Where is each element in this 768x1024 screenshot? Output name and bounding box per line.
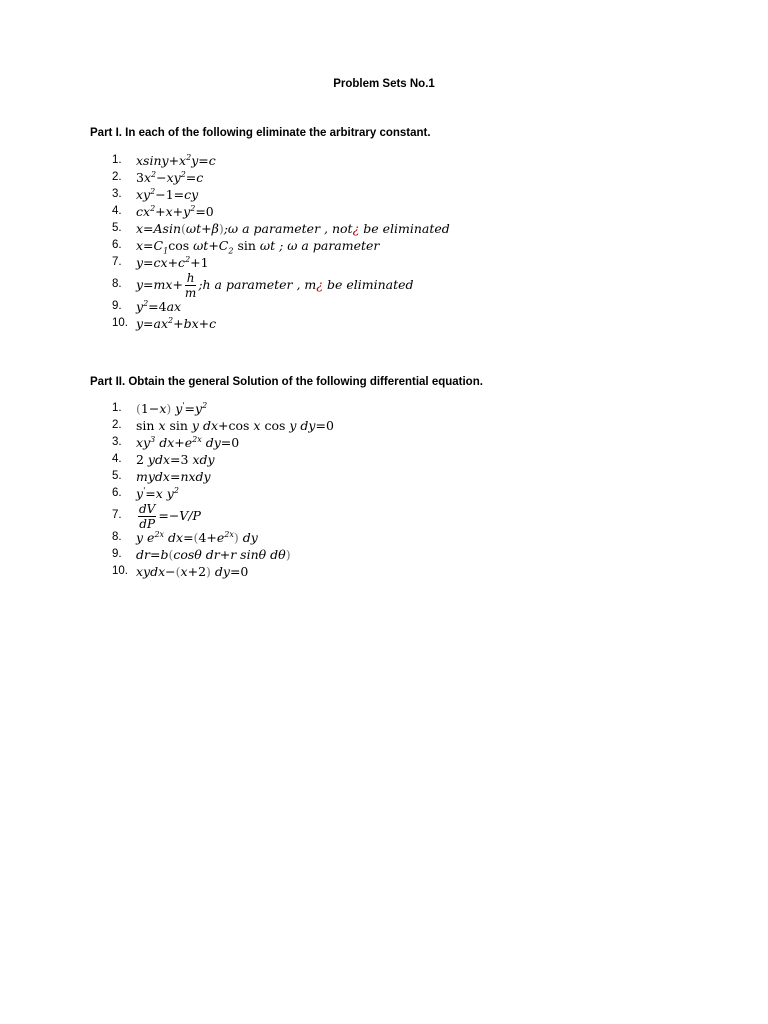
item-number: 5.: [112, 470, 122, 482]
equation: sin x sin y dx+cos x cos y dy=0: [136, 418, 334, 433]
item-number: 8.: [112, 531, 122, 543]
equation: 2 ydx=3 xdy: [136, 452, 215, 467]
item-number: 9.: [112, 300, 122, 312]
equation: $cx^2+x+y^2=0$: [136, 203, 214, 219]
equation: $xy^3$ $dx+e^{2x}$ dy=0: [136, 434, 240, 450]
equation: $xy^2-1=cy$: [136, 186, 199, 202]
item-number: 9.: [112, 548, 122, 560]
item-number: 1.: [112, 154, 122, 166]
page-title: Problem Sets No.1: [333, 78, 435, 90]
item-number: 7.: [112, 256, 122, 268]
equation: x=Asin(ωt+β);ω a parameter , not¿ be eliminated: [136, 221, 450, 236]
equation: $3x^2-xy^2=c$: [136, 169, 204, 185]
item-number: 10.: [112, 317, 128, 329]
item-number: 7.: [112, 509, 122, 521]
item-number: 6.: [112, 487, 122, 499]
item-number: 8.: [112, 278, 122, 290]
equation: $y=cx+c^2+1$: [136, 254, 209, 270]
item-number: 4.: [112, 453, 122, 465]
item-number: 3.: [112, 436, 122, 448]
equation: y'=x $y^2$: [136, 485, 179, 501]
equation: $y=ax^2+bx+c$: [136, 315, 217, 331]
equation: y=mx+ $\frac{h}{m}$ ;h a parameter , m¿ be eliminated: [136, 271, 414, 300]
equation: $y^2=4ax$: [136, 298, 182, 314]
equation: xydx−(x+2) dy=0: [136, 564, 249, 579]
item-number: 6.: [112, 239, 122, 251]
part2-heading: Part II. Obtain the general Solution of the following differential equation.: [90, 376, 483, 388]
item-number: 10.: [112, 565, 128, 577]
equation: $x=C_1\cos$ $\omega t+C_2$ sin ωt ; ω a parameter: [136, 238, 380, 256]
item-number: 2.: [112, 419, 122, 431]
equation: dr=b(cosθ dr+r sinθ dθ): [136, 547, 291, 562]
equation: y $e^{2x}$ $dx=(4+e^{2x})$ dy: [136, 529, 258, 545]
item-number: 1.: [112, 402, 122, 414]
equation: $\frac{dV}{dP}$ =−V/P: [139, 502, 201, 531]
equation: $xsiny+x^2y=c$: [136, 152, 216, 168]
equation: (1−x) $y'=y^2$: [136, 400, 208, 416]
item-number: 2.: [112, 171, 122, 183]
equation: mydx=nxdy: [136, 469, 211, 484]
item-number: 3.: [112, 188, 122, 200]
part1-heading: Part I. In each of the following eliminate the arbitrary constant.: [90, 127, 431, 139]
item-number: 5.: [112, 222, 122, 234]
item-number: 4.: [112, 205, 122, 217]
